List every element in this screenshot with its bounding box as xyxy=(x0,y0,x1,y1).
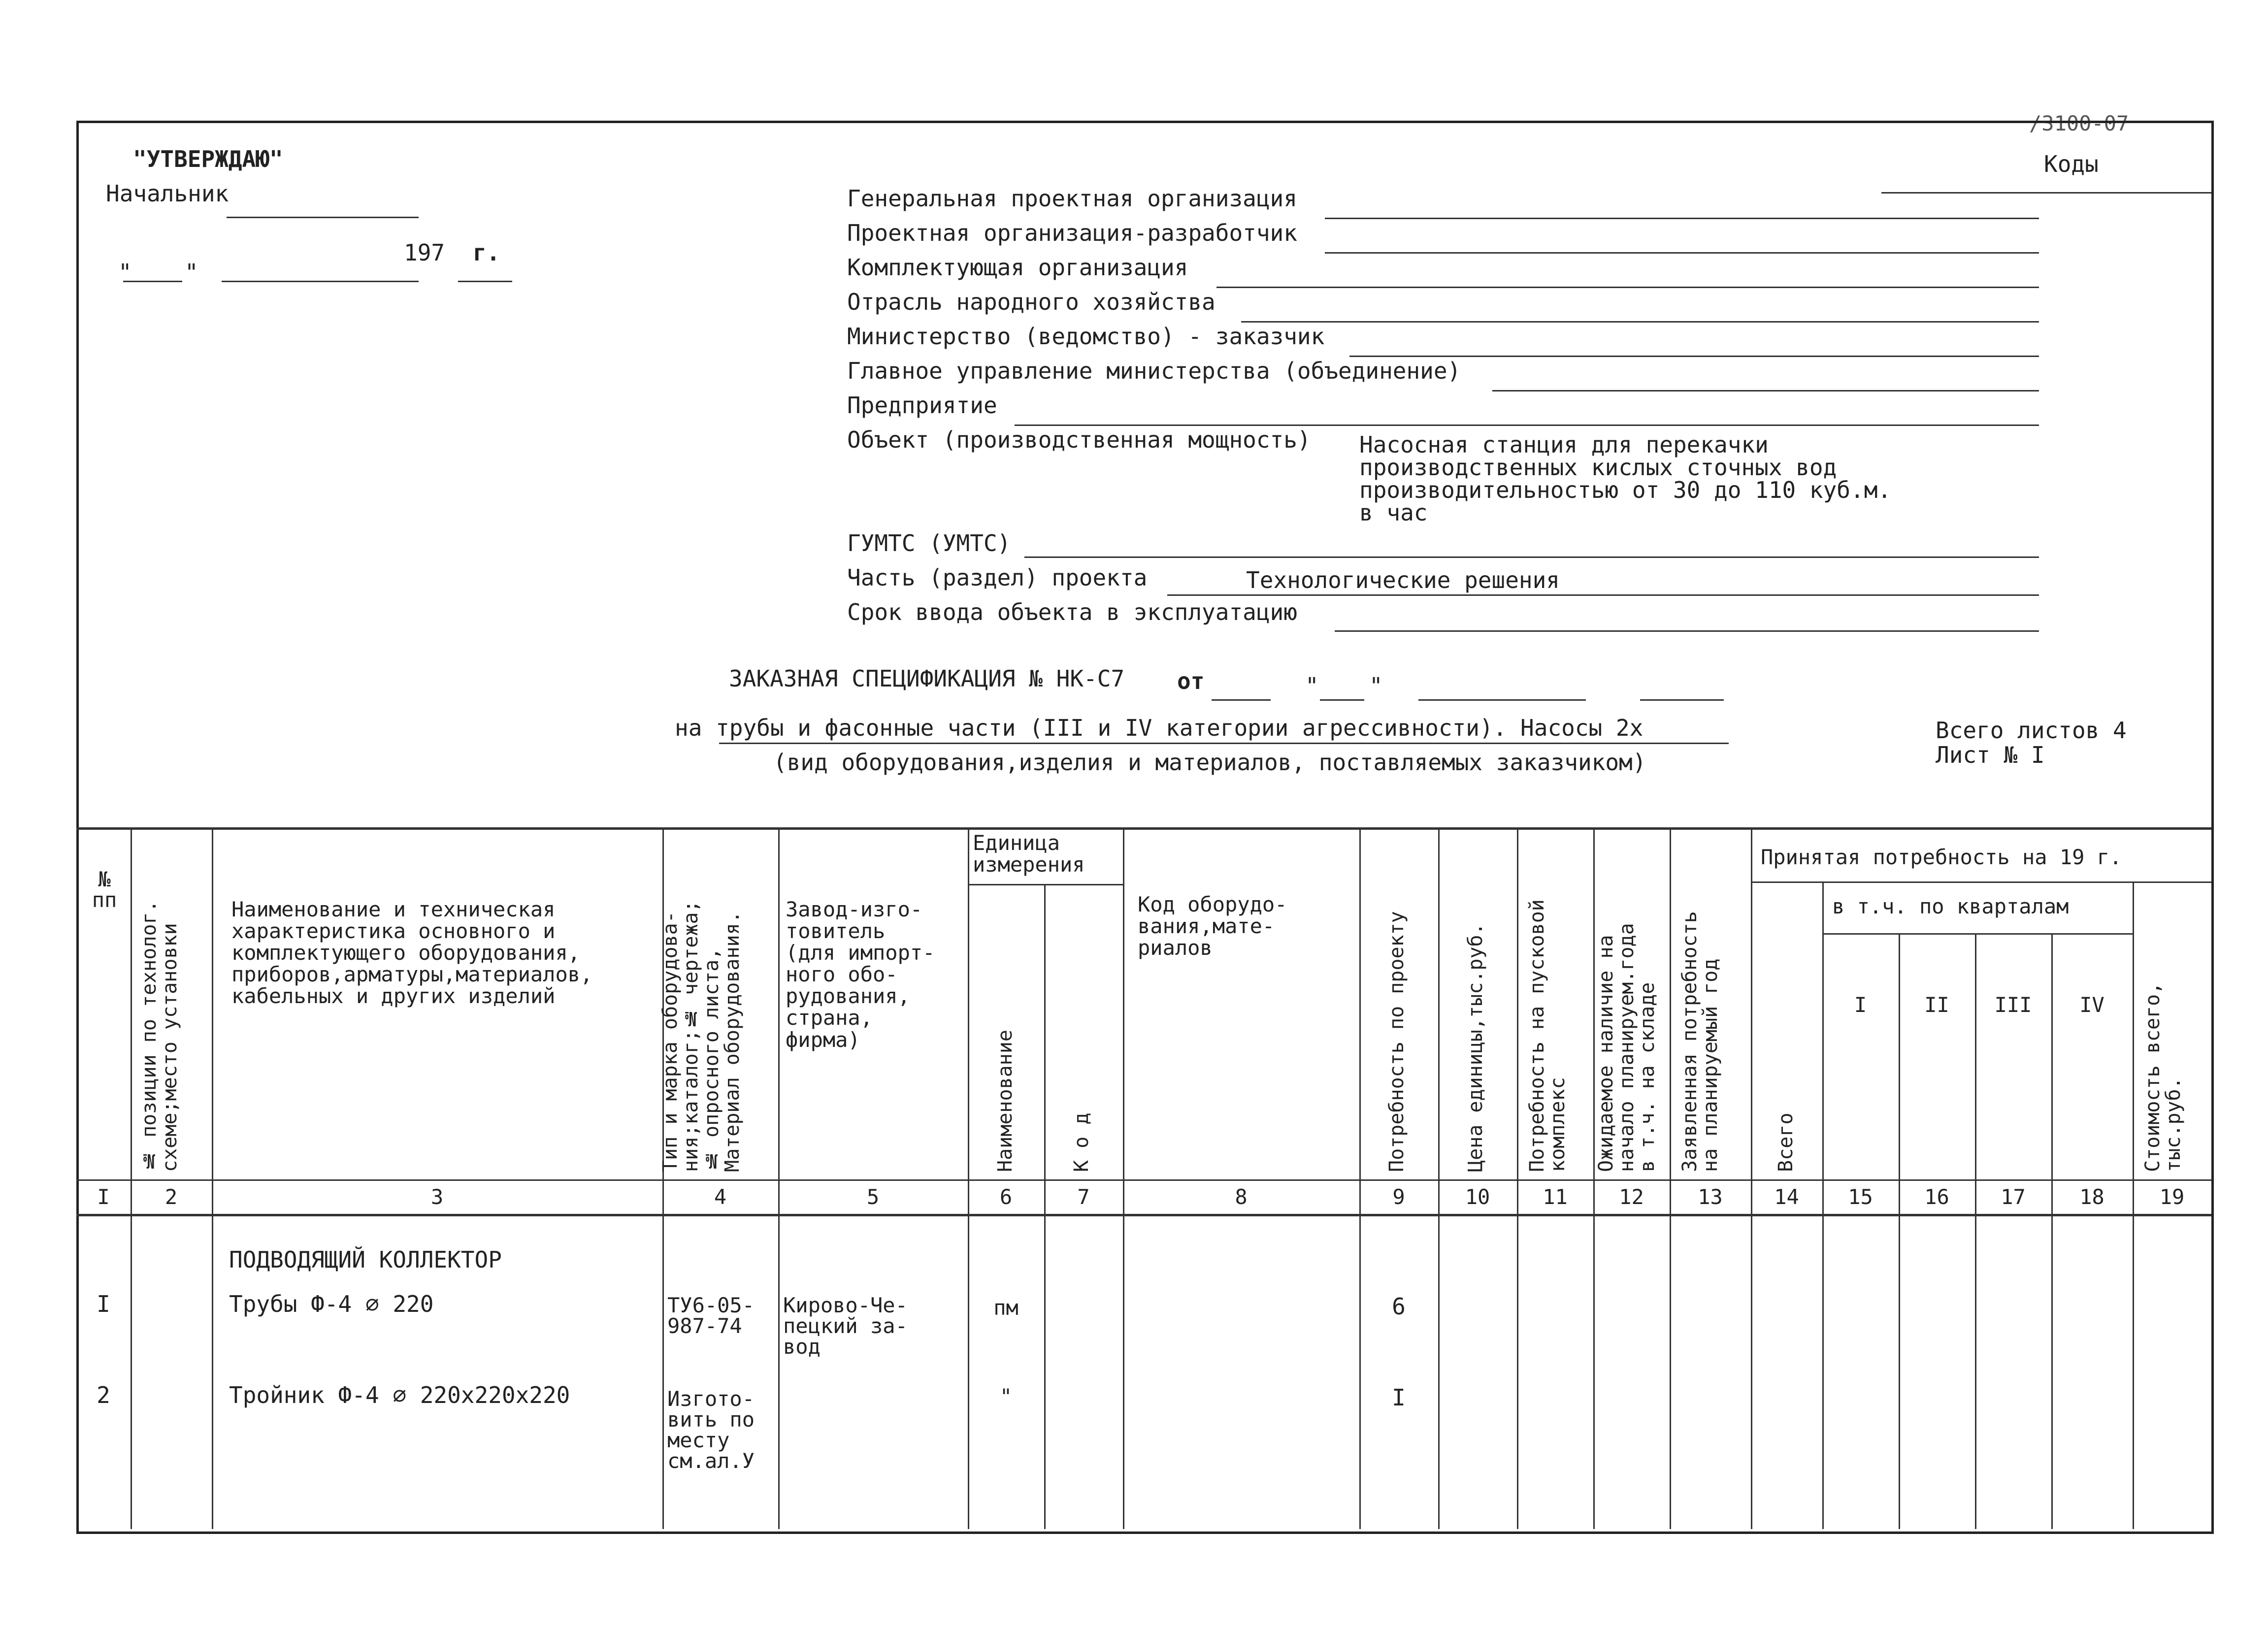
row-maker: Кирово-Че- пецкий за- вод xyxy=(783,1293,908,1359)
codes-label: Коды xyxy=(2044,151,2099,177)
field-developer-org: Проектная организация-разработчик xyxy=(847,220,1297,246)
row-qty: 6 xyxy=(1392,1293,1406,1320)
approval-role: Начальник xyxy=(106,180,229,207)
field-project-part: Часть (раздел) проекта xyxy=(847,564,1148,591)
field-ministry: Министерство (ведомство) - заказчик xyxy=(847,323,1325,350)
approval-year-suffix: г. xyxy=(473,239,500,266)
colnum-3: 3 xyxy=(430,1185,444,1209)
field-gumts: ГУМТС (УМТС) xyxy=(847,530,1011,556)
colnum-16: 16 xyxy=(1924,1185,1949,1209)
header-total-cost: Стоимость всего, тыс.руб. xyxy=(2141,982,2185,1172)
header-accepted-group: Принятая потребность на 19 г. xyxy=(1761,845,2122,869)
colnum-4: 4 xyxy=(714,1185,727,1209)
approval-title: "УТВЕРЖДАЮ" xyxy=(133,146,283,172)
section-title: ПОДВОДЯЩИЙ КОЛЛЕКТОР xyxy=(229,1246,502,1273)
colnum-15: 15 xyxy=(1848,1185,1873,1209)
row-unit: пм xyxy=(993,1296,1019,1320)
header-position: № позиции по технолог. схеме;место установки xyxy=(138,900,181,1172)
colnum-12: 12 xyxy=(1619,1185,1644,1209)
corner-mark: /3100-07 xyxy=(2029,111,2129,135)
header-q3: III xyxy=(1994,993,2032,1017)
field-object-value: Насосная станция для перекачки производственных кислых сточных вод производительностью от 30 до 110 куб.м. в час xyxy=(1359,431,1892,526)
spec-from-label: от xyxy=(1177,668,1205,694)
header-expected-stock: Ожидаемое наличие на начало планируем.года в т.ч. на складе xyxy=(1595,923,1659,1172)
spec-title: ЗАКАЗНАЯ СПЕЦИФИКАЦИЯ № НК-С7 xyxy=(729,665,1125,692)
field-project-part-value: Технологические решения xyxy=(1246,567,1560,593)
spec-quote-open: " xyxy=(1305,673,1319,699)
header-q2: II xyxy=(1924,993,1949,1017)
header-equipment-code: Код оборудо- вания,мате- риалов xyxy=(1138,892,1287,960)
colnum-2: 2 xyxy=(164,1185,178,1209)
field-industry: Отрасль народного хозяйства xyxy=(847,289,1216,315)
field-enterprise: Предприятие xyxy=(847,392,997,419)
spec-quote-close: " xyxy=(1369,673,1383,699)
date-open-quote: " xyxy=(118,259,132,286)
header-maker: Завод-изго- товитель (для импорт- ного обо- рудования, страна, фирма) xyxy=(786,897,935,1052)
row-type: ТУ6-05- 987-74 xyxy=(667,1293,755,1338)
header-declared-need: Заявленная потребность на планируемый год xyxy=(1678,911,1722,1172)
sheet-number: Лист № I xyxy=(1936,742,2045,768)
approval-year: 197 xyxy=(404,239,445,266)
row-name: Тройник Ф-4 ∅ 220х220х220 xyxy=(229,1382,570,1408)
header-unit-name: Наименование xyxy=(994,1030,1017,1172)
header-total: Всего xyxy=(1775,1112,1797,1172)
colnum-6: 6 xyxy=(999,1185,1013,1209)
spec-subject: на трубы и фасонные части (III и IV категории агрессивности). Насосы 2х xyxy=(675,715,1643,741)
field-general-org: Генеральная проектная организация xyxy=(847,185,1297,212)
date-close-quote: " xyxy=(185,259,198,286)
field-completing-org: Комплектующая организация xyxy=(847,254,1188,281)
header-startup-need: Потребность на пусковой комплекс xyxy=(1526,899,1569,1172)
colnum-7: 7 xyxy=(1077,1185,1090,1209)
header-unit-price: Цена единицы,тыс.руб. xyxy=(1464,923,1487,1172)
spec-subtitle: (вид оборудования,изделия и материалов, поставляемых заказчиком) xyxy=(773,749,1646,776)
row-num: 2 xyxy=(97,1382,110,1408)
colnum-13: 13 xyxy=(1698,1185,1723,1209)
colnum-10: 10 xyxy=(1465,1185,1490,1209)
header-unit-group: Единица измерения xyxy=(973,831,1085,877)
header-q4: IV xyxy=(2079,993,2104,1017)
header-name: Наименование и техническая характеристика основного и комплектующего оборудования, приборов,арматуры,материалов, кабельных и других изделий xyxy=(231,897,593,1009)
colnum-17: 17 xyxy=(2001,1185,2026,1209)
colnum-11: 11 xyxy=(1543,1185,1568,1209)
header-quarters-group: в т.ч. по кварталам xyxy=(1832,894,2069,918)
field-main-directorate: Главное управление министерства (объединение) xyxy=(847,358,1461,384)
row-num: I xyxy=(97,1291,110,1317)
colnum-1: I xyxy=(97,1185,110,1209)
header-project-need: Потребность по проекту xyxy=(1385,911,1408,1172)
header-q1: I xyxy=(1854,993,1867,1017)
colnum-5: 5 xyxy=(866,1185,880,1209)
field-commission-date: Срок ввода объекта в эксплуатацию xyxy=(847,599,1297,625)
total-sheets: Всего листов 4 xyxy=(1936,717,2127,744)
header-unit-code: К о д xyxy=(1070,1112,1093,1172)
header-type: Тип и марка оборудова- ния;каталог;№ чертежа; № опросного листа, Материал оборудования. xyxy=(659,900,744,1172)
colnum-8: 8 xyxy=(1235,1185,1248,1209)
row-unit: " xyxy=(999,1384,1013,1408)
row-qty: I xyxy=(1392,1384,1406,1411)
field-object: Объект (производственная мощность) xyxy=(847,426,1311,453)
colnum-18: 18 xyxy=(2079,1185,2104,1209)
row-name: Трубы Ф-4 ∅ 220 xyxy=(229,1291,434,1317)
header-num: № пп xyxy=(92,867,117,912)
colnum-9: 9 xyxy=(1392,1185,1405,1209)
row-type: Изгото- вить по месту см.ал.У xyxy=(667,1387,755,1473)
colnum-19: 19 xyxy=(2159,1185,2185,1209)
colnum-14: 14 xyxy=(1774,1185,1799,1209)
